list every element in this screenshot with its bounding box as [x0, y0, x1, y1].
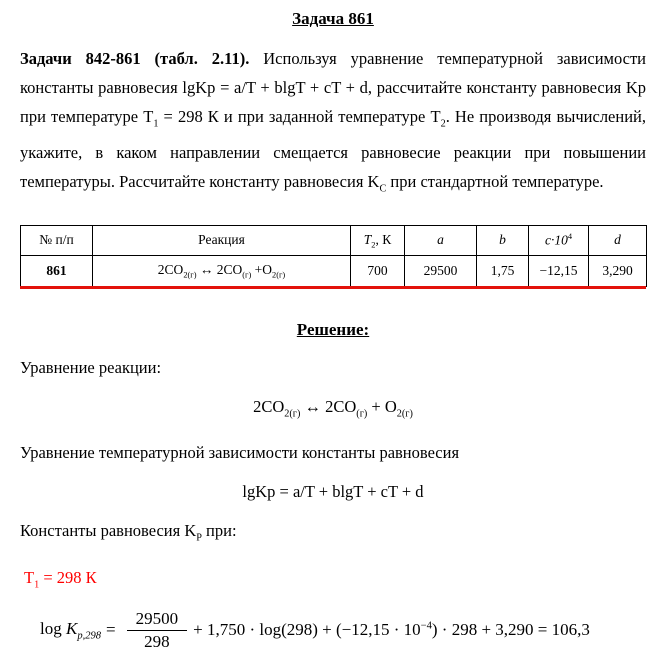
- lgkp-equation: lgKp = a/T + blgT + cT + d: [242, 482, 424, 502]
- problem-statement-text-2: = 298 К и при заданной температуре T: [158, 107, 441, 126]
- cell-c: −12,15: [529, 256, 589, 287]
- problem-title: Задача 861: [292, 9, 374, 28]
- reaction-p3: + O: [367, 396, 397, 416]
- problem-statement-text-1: Используя уравнение температурной зависимости константы равновесия lgKp = a/T + blgT + cT + d, рассчитайте константу равновесия Kр при температуре T: [20, 49, 646, 126]
- cell-reaction-s2: (г): [242, 270, 252, 280]
- reaction-p2: ↔ 2CO: [300, 396, 357, 416]
- header-c-label: c·10: [544, 232, 568, 248]
- t1-temperature-value: [24, 567, 646, 596]
- formula-lhs: [40, 619, 101, 641]
- t1-subscript: 1: [153, 118, 159, 130]
- header-d-label: d: [614, 232, 621, 248]
- cell-d: 3,290: [589, 256, 647, 287]
- fraction-denominator: 298: [144, 631, 170, 651]
- reaction-s2: (г): [356, 408, 368, 420]
- table-row: [21, 256, 647, 287]
- cell-reaction: [93, 256, 351, 287]
- reaction-equation: [20, 396, 646, 425]
- cell-reaction-s3: 2(г): [272, 270, 286, 280]
- cell-reaction-p2: ↔ 2CO: [196, 262, 243, 278]
- header-c: [529, 225, 589, 256]
- cell-problem-number: 861: [21, 256, 93, 287]
- formula-log: log: [40, 619, 66, 639]
- kc-subscript: С: [379, 183, 387, 195]
- formula-middle: [193, 620, 590, 640]
- cell-reaction-s1: 2(г): [183, 270, 197, 280]
- header-d: [589, 225, 647, 256]
- formula-mid-text: + 1,750 · log(298) + (−12,15 · 10: [193, 620, 421, 640]
- conditions-table: [20, 225, 647, 287]
- fraction-numerator: 29500: [127, 609, 188, 631]
- header-t2-base: T: [363, 231, 372, 247]
- problem-statement-text-4: при стандартной температуре.: [386, 172, 604, 192]
- problem-statement-text-3: . Не производя вычислений, укажите, в каком направлении смещается равновесие реакции при повышении температуры. Рассчитайте константу равновесия K: [20, 107, 646, 192]
- header-reaction: Реакция: [93, 225, 351, 256]
- kp-label-tail: при:: [201, 521, 237, 541]
- formula-exponent: −4: [420, 620, 432, 632]
- kp-label-sub: Р: [196, 532, 202, 544]
- temperature-dependence-label: Уравнение температурной зависимости константы равновесия: [20, 443, 460, 463]
- cell-reaction-p1: 2CO: [157, 262, 184, 278]
- header-c-sup: 4: [567, 232, 573, 242]
- kp298-calculation-formula: [40, 609, 646, 652]
- kp-constants-label: [20, 520, 646, 549]
- header-b: [477, 225, 529, 256]
- formula-K: K: [65, 619, 78, 639]
- header-a: [405, 225, 477, 256]
- header-t2-unit: , К: [375, 231, 392, 247]
- cell-reaction-p3: +O: [251, 262, 273, 278]
- problem-statement-lead: Задачи 842-861 (табл. 2.11).: [20, 49, 250, 68]
- header-num: № п/п: [21, 225, 93, 256]
- formula-K-sub: p,298: [77, 630, 102, 642]
- header-a-label: a: [437, 232, 444, 248]
- header-b-label: b: [499, 232, 506, 248]
- cell-b: 1,75: [477, 256, 529, 287]
- t1-rest: = 298 К: [39, 567, 97, 587]
- header-t2: [351, 225, 405, 256]
- reaction-p1: 2CO: [253, 396, 285, 416]
- reaction-s3: 2(г): [396, 408, 413, 420]
- cell-t2: 700: [351, 256, 405, 287]
- reaction-s1: 2(г): [284, 408, 301, 420]
- formula-fraction: [127, 609, 188, 652]
- kp-label-text: Константы равновесия K: [20, 521, 197, 541]
- conditions-table-header-row: [21, 225, 647, 256]
- header-t2-sub: 2: [371, 240, 376, 250]
- t1-sub: 1: [34, 578, 40, 590]
- t1-base: T: [24, 567, 35, 587]
- red-underline-marker: [20, 286, 646, 289]
- cell-a: 29500: [405, 256, 477, 287]
- formula-equals: =: [106, 620, 116, 640]
- t2-subscript: 2: [440, 118, 446, 130]
- solution-heading: Решение:: [296, 319, 370, 339]
- problem-statement: [20, 44, 646, 204]
- formula-tail-text: ) · 298 + 3,290 = 106,3: [431, 620, 590, 640]
- reaction-equation-label: Уравнение реакции:: [20, 357, 162, 377]
